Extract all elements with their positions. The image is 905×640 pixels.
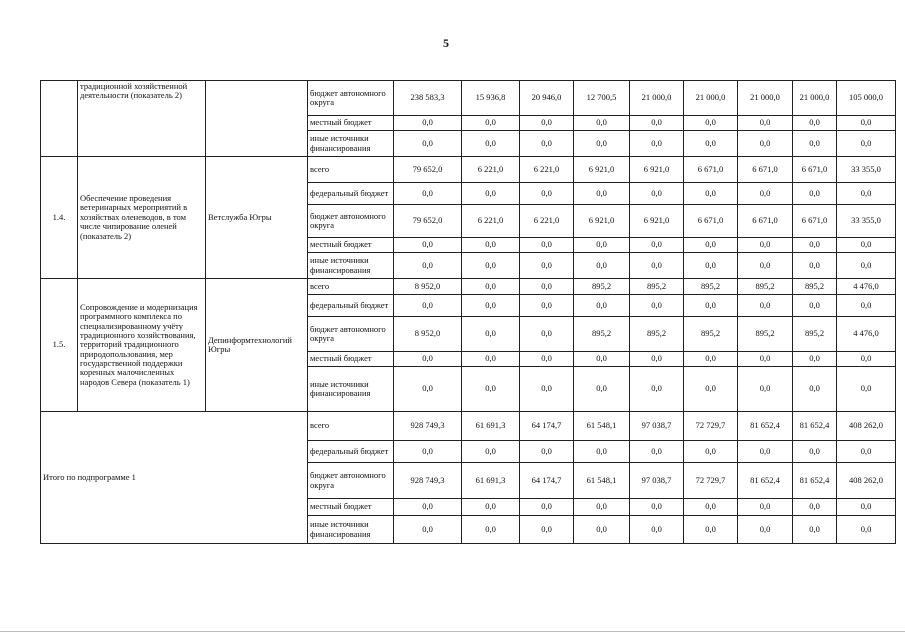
value-cell: 0,0	[520, 279, 574, 295]
value-cell: 0,0	[574, 516, 630, 544]
value-cell: 0,0	[394, 516, 462, 544]
value-cell: 0,0	[394, 499, 462, 516]
source-label: федеральный бюджет	[308, 295, 394, 317]
source-label: бюджет автономного округа	[308, 317, 394, 352]
value-cell: 64 174,7	[520, 412, 574, 441]
value-cell: 0,0	[793, 516, 837, 544]
value-cell: 895,2	[574, 317, 630, 352]
value-cell: 72 729,7	[684, 463, 738, 499]
value-cell: 61 548,1	[574, 412, 630, 441]
value-cell: 0,0	[462, 116, 520, 131]
value-cell: 8 952,0	[394, 317, 462, 352]
value-cell: 15 936,8	[462, 81, 520, 116]
value-cell: 0,0	[630, 253, 684, 279]
value-cell: 0,0	[630, 441, 684, 463]
value-cell: 0,0	[520, 317, 574, 352]
value-cell: 0,0	[520, 183, 574, 205]
value-cell: 33 355,0	[837, 157, 896, 183]
value-cell: 0,0	[574, 367, 630, 412]
value-cell: 238 583,3	[394, 81, 462, 116]
row-number: 1.5.	[41, 279, 78, 412]
value-cell: 0,0	[837, 516, 896, 544]
value-cell: 81 652,4	[793, 463, 837, 499]
value-cell: 0,0	[793, 183, 837, 205]
value-cell: 0,0	[394, 238, 462, 253]
value-cell: 0,0	[574, 253, 630, 279]
value-cell: 0,0	[793, 367, 837, 412]
row-number-cell	[41, 81, 78, 157]
value-cell: 0,0	[630, 116, 684, 131]
value-cell: 12 700,5	[574, 81, 630, 116]
value-cell: 61 691,3	[462, 463, 520, 499]
value-cell: 895,2	[684, 279, 738, 295]
value-cell: 0,0	[837, 367, 896, 412]
value-cell: 0,0	[462, 279, 520, 295]
value-cell: 0,0	[738, 441, 793, 463]
value-cell: 0,0	[394, 441, 462, 463]
value-cell: 928 749,3	[394, 412, 462, 441]
value-cell: 0,0	[793, 253, 837, 279]
value-cell: 0,0	[630, 352, 684, 367]
row-number: 1.4.	[41, 157, 78, 279]
value-cell: 6 921,0	[574, 205, 630, 238]
value-cell: 0,0	[630, 238, 684, 253]
value-cell: 0,0	[520, 131, 574, 157]
value-cell: 0,0	[462, 317, 520, 352]
table-row	[41, 412, 896, 441]
source-label: всего	[308, 157, 394, 183]
value-cell: 0,0	[738, 499, 793, 516]
source-label: всего	[308, 412, 394, 441]
value-cell: 0,0	[837, 352, 896, 367]
value-cell: 0,0	[574, 352, 630, 367]
value-cell: 0,0	[738, 295, 793, 317]
value-cell: 0,0	[837, 295, 896, 317]
source-label: всего	[308, 279, 394, 295]
value-cell: 21 000,0	[793, 81, 837, 116]
value-cell: 895,2	[630, 317, 684, 352]
value-cell: 0,0	[738, 238, 793, 253]
value-cell: 21 000,0	[630, 81, 684, 116]
value-cell: 0,0	[684, 441, 738, 463]
value-cell: 0,0	[462, 499, 520, 516]
executor-cell	[206, 81, 308, 157]
value-cell: 6 221,0	[462, 157, 520, 183]
value-cell: 6 921,0	[630, 205, 684, 238]
value-cell: 0,0	[574, 116, 630, 131]
value-cell: 0,0	[738, 253, 793, 279]
value-cell: 0,0	[793, 295, 837, 317]
value-cell: 0,0	[520, 516, 574, 544]
subprogram-total-label: Итого по подпрограмме 1	[41, 412, 308, 544]
value-cell: 408 262,0	[837, 463, 896, 499]
value-cell: 0,0	[574, 238, 630, 253]
value-cell: 0,0	[462, 441, 520, 463]
value-cell: 0,0	[837, 253, 896, 279]
value-cell: 97 038,7	[630, 412, 684, 441]
value-cell: 0,0	[684, 352, 738, 367]
source-label: федеральный бюджет	[308, 441, 394, 463]
budget-table	[40, 80, 896, 544]
value-cell: 0,0	[394, 116, 462, 131]
value-cell: 21 000,0	[684, 81, 738, 116]
value-cell: 0,0	[462, 253, 520, 279]
value-cell: 0,0	[574, 295, 630, 317]
value-cell: 0,0	[520, 253, 574, 279]
value-cell: 0,0	[462, 238, 520, 253]
value-cell: 0,0	[462, 131, 520, 157]
executor-name: Ветслужба Югры	[206, 157, 308, 279]
value-cell: 97 038,7	[630, 463, 684, 499]
value-cell: 6 921,0	[630, 157, 684, 183]
value-cell: 79 652,0	[394, 205, 462, 238]
value-cell: 0,0	[793, 238, 837, 253]
value-cell: 81 652,4	[738, 463, 793, 499]
value-cell: 0,0	[520, 367, 574, 412]
source-label: федеральный бюджет	[308, 183, 394, 205]
value-cell: 0,0	[462, 183, 520, 205]
value-cell: 0,0	[462, 352, 520, 367]
value-cell: 0,0	[574, 131, 630, 157]
value-cell: 0,0	[684, 183, 738, 205]
value-cell: 0,0	[837, 116, 896, 131]
value-cell: 0,0	[738, 116, 793, 131]
value-cell: 4 476,0	[837, 279, 896, 295]
value-cell: 6 671,0	[793, 205, 837, 238]
value-cell: 0,0	[684, 131, 738, 157]
value-cell: 895,2	[738, 317, 793, 352]
program-name: традиционной хозяйственной деятельности (показатель 2)	[78, 81, 206, 157]
value-cell: 0,0	[837, 238, 896, 253]
source-label: иные источники финансирования	[308, 131, 394, 157]
value-cell: 0,0	[793, 499, 837, 516]
value-cell: 0,0	[837, 499, 896, 516]
value-cell: 61 548,1	[574, 463, 630, 499]
value-cell: 0,0	[462, 516, 520, 544]
value-cell: 8 952,0	[394, 279, 462, 295]
executor-name: Депинформтехнологий Югры	[206, 279, 308, 412]
value-cell: 0,0	[462, 367, 520, 412]
source-label: местный бюджет	[308, 116, 394, 131]
program-name: Сопровождение и модернизация программного комплекса по специализированному учёту традиционного хозяйствования, территорий традиционного природопользования, мер государственной поддержки коренных малочисленных народов Севера (показатель 1)	[78, 279, 206, 412]
value-cell: 0,0	[394, 352, 462, 367]
value-cell: 0,0	[394, 367, 462, 412]
value-cell: 0,0	[684, 253, 738, 279]
value-cell: 0,0	[684, 116, 738, 131]
value-cell: 0,0	[520, 441, 574, 463]
value-cell: 20 946,0	[520, 81, 574, 116]
value-cell: 79 652,0	[394, 157, 462, 183]
value-cell: 0,0	[684, 367, 738, 412]
value-cell: 0,0	[684, 499, 738, 516]
value-cell: 105 000,0	[837, 81, 896, 116]
value-cell: 0,0	[574, 183, 630, 205]
value-cell: 0,0	[520, 499, 574, 516]
value-cell: 6 671,0	[738, 157, 793, 183]
table-row	[41, 81, 896, 116]
source-label: иные источники финансирования	[308, 516, 394, 544]
value-cell: 0,0	[837, 441, 896, 463]
value-cell: 0,0	[793, 116, 837, 131]
value-cell: 0,0	[684, 238, 738, 253]
source-label: местный бюджет	[308, 499, 394, 516]
source-label: бюджет автономного округа	[308, 205, 394, 238]
value-cell: 33 355,0	[837, 205, 896, 238]
value-cell: 0,0	[574, 441, 630, 463]
value-cell: 0,0	[520, 238, 574, 253]
value-cell: 6 671,0	[684, 157, 738, 183]
source-label: бюджет автономного округа	[308, 463, 394, 499]
value-cell: 0,0	[793, 352, 837, 367]
value-cell: 0,0	[462, 295, 520, 317]
value-cell: 61 691,3	[462, 412, 520, 441]
value-cell: 6 221,0	[520, 205, 574, 238]
value-cell: 895,2	[630, 279, 684, 295]
value-cell: 895,2	[793, 317, 837, 352]
value-cell: 895,2	[574, 279, 630, 295]
value-cell: 0,0	[520, 352, 574, 367]
value-cell: 0,0	[793, 131, 837, 157]
value-cell: 408 262,0	[837, 412, 896, 441]
value-cell: 0,0	[394, 183, 462, 205]
value-cell: 928 749,3	[394, 463, 462, 499]
source-label: бюджет автономного округа	[308, 81, 394, 116]
value-cell: 6 671,0	[738, 205, 793, 238]
source-label: иные источники финансирования	[308, 253, 394, 279]
value-cell: 895,2	[684, 317, 738, 352]
scan-edge-line	[0, 631, 905, 632]
value-cell: 21 000,0	[738, 81, 793, 116]
value-cell: 0,0	[630, 499, 684, 516]
value-cell: 6 221,0	[520, 157, 574, 183]
value-cell: 6 221,0	[462, 205, 520, 238]
value-cell: 0,0	[630, 131, 684, 157]
value-cell: 6 671,0	[684, 205, 738, 238]
value-cell: 64 174,7	[520, 463, 574, 499]
value-cell: 81 652,4	[793, 412, 837, 441]
value-cell: 0,0	[630, 183, 684, 205]
value-cell: 81 652,4	[738, 412, 793, 441]
program-name: Обеспечение проведения ветеринарных мероприятий в хозяйствах оленеводов, в том числе чипирование оленей (показатель 2)	[78, 157, 206, 279]
page-number: 5	[443, 36, 449, 50]
value-cell: 0,0	[574, 499, 630, 516]
value-cell: 0,0	[520, 295, 574, 317]
source-label: иные источники финансирования	[308, 367, 394, 412]
value-cell: 895,2	[793, 279, 837, 295]
value-cell: 4 476,0	[837, 317, 896, 352]
source-label: местный бюджет	[308, 238, 394, 253]
value-cell: 72 729,7	[684, 412, 738, 441]
value-cell: 0,0	[793, 441, 837, 463]
value-cell: 0,0	[684, 516, 738, 544]
table-row	[41, 157, 896, 183]
value-cell: 0,0	[837, 131, 896, 157]
value-cell: 0,0	[738, 131, 793, 157]
value-cell: 0,0	[630, 516, 684, 544]
value-cell: 0,0	[394, 131, 462, 157]
value-cell: 6 921,0	[574, 157, 630, 183]
value-cell: 0,0	[738, 516, 793, 544]
value-cell: 0,0	[738, 352, 793, 367]
value-cell: 0,0	[630, 295, 684, 317]
source-label: местный бюджет	[308, 352, 394, 367]
value-cell: 0,0	[520, 116, 574, 131]
table-row	[41, 279, 896, 295]
value-cell: 0,0	[394, 253, 462, 279]
value-cell: 895,2	[738, 279, 793, 295]
value-cell: 0,0	[394, 295, 462, 317]
value-cell: 0,0	[837, 183, 896, 205]
value-cell: 0,0	[738, 367, 793, 412]
value-cell: 0,0	[630, 367, 684, 412]
value-cell: 0,0	[684, 295, 738, 317]
value-cell: 0,0	[738, 183, 793, 205]
value-cell: 6 671,0	[793, 157, 837, 183]
